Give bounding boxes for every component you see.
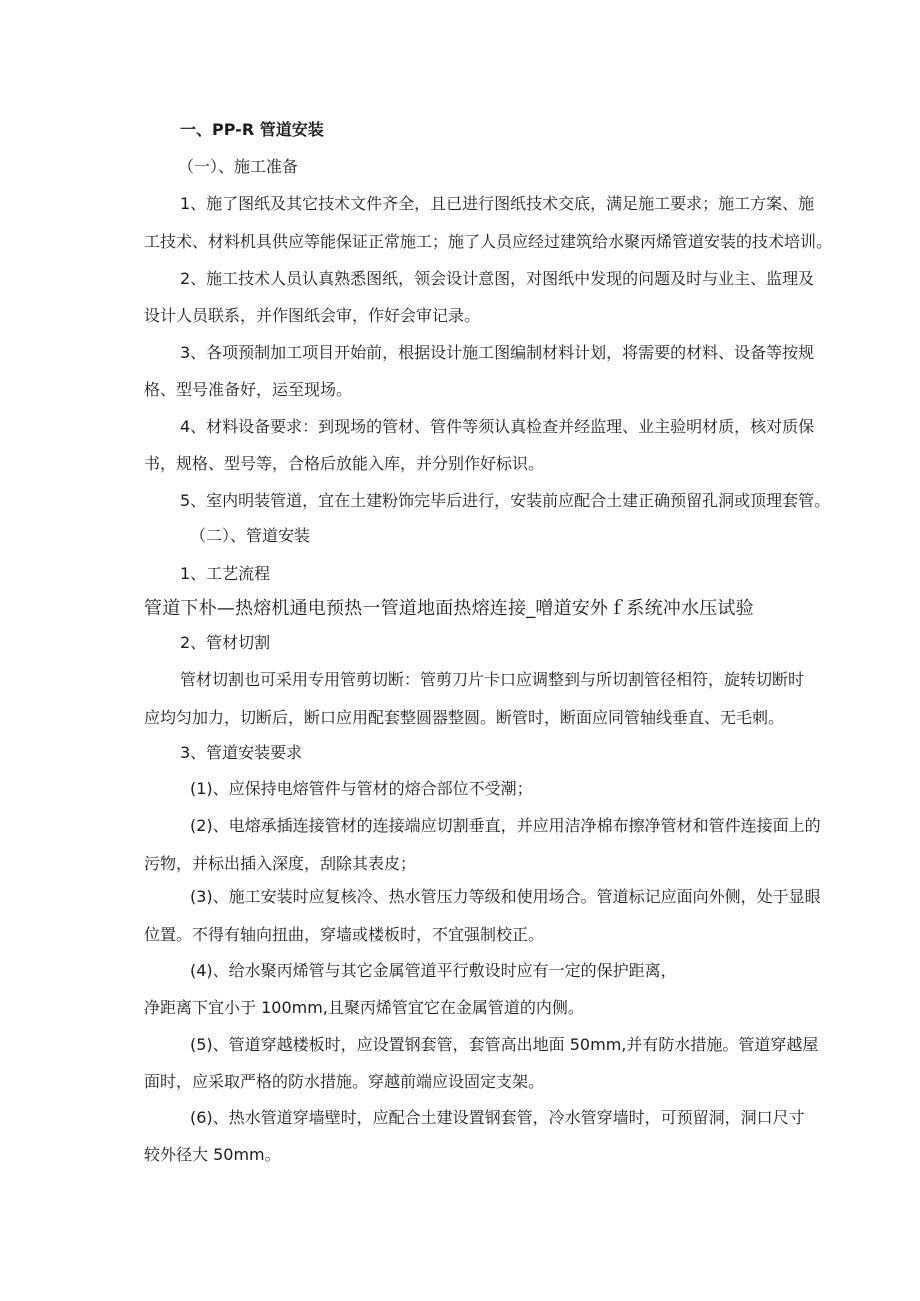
section1-title: （一）、施工准备 (178, 157, 299, 176)
item3-line2: 格、型号准备好，运至现场。 (144, 380, 353, 399)
req3-line2: 位置。不得有轴向扭曲，穿墙或楼板时，不宜强制校正。 (144, 925, 545, 944)
req5-line2: 面时，应采取严格的防水措施。穿越前端应设固定支架。 (144, 1072, 545, 1091)
item3-line1: 3、各项预制加工项目开始前，根据设计施工图编制材料计划，将需要的材料、设备等按规 (180, 343, 815, 362)
req6-line1: (6)、热水管道穿墙壁时，应配合土建设置钢套管，冷水管穿墙时，可预留洞，洞口尺寸 (190, 1108, 805, 1127)
req2-line1: (2)、电熔承插连接管材的连接端应切割垂直，并应用洁净棉布擦净管材和管件连接面上的 (190, 816, 821, 835)
req1-line1: (1)、应保持电熔管件与管材的熔合部位不受潮； (190, 779, 533, 798)
item1-line2: 工技术、材料机具供应等能保证正常施工；施了人员应经过建筑给水聚丙烯管道安装的技术培训。 (144, 232, 833, 251)
req3-line1: (3)、施工安装时应复核冷、热水管压力等级和使用场合。管道标记应面向外侧，处于显眼 (190, 887, 821, 906)
cut-line2: 应均匀加力，切断后，断口应用配套整圆器整圆。断管时，断面应同管轴线垂直、无毛刺。 (144, 708, 785, 727)
step1-title: 1、工艺流程 (180, 564, 271, 583)
step3-title: 3、管道安装要求 (180, 743, 303, 762)
item4-line1: 4、材料设备要求：到现场的管材、管件等须认真检查并经监理、业主验明材质，核对质保 (180, 417, 815, 436)
item2-line2: 设计人员联系，并作图纸会审，作好会审记录。 (144, 306, 481, 325)
step2-title: 2、管材切割 (180, 633, 271, 652)
item1-line1: 1、施了图纸及其它技术文件齐全，且已进行图纸技术交底，满足施工要求；施工方案、施 (180, 194, 815, 213)
heading: 一、PP-R 管道安装 (180, 120, 324, 139)
item2-line1: 2、施工技术人员认真熟悉图纸，领会设计意图，对图纸中发现的问题及时与业主、监理及 (180, 269, 815, 288)
req4-line2: 净距离下宜小于 100mm,且聚丙烯管宜它在金属管道的内侧。 (144, 998, 584, 1017)
req4-line1: (4)、给水聚丙烯管与其它金属管道平行敷设时应有一定的保护距离， (190, 961, 677, 980)
cut-line1: 管材切割也可采用专用管剪切断：管剪刀片卡口应调整到与所切割管径相符，旋转切断时 (180, 670, 805, 689)
section2-title: （二）、管道安装 (190, 526, 311, 545)
req5-line1: (5)、管道穿越楼板时，应设置钢套管，套管高出地面 50mm,并有防水措施。管道穿越屋 (190, 1035, 819, 1054)
req6-line2: 较外径大 50mm。 (144, 1145, 281, 1164)
process-flow: 管道下朴—热熔机通电预热一管道地面热熔连接_噌道安外ｆ系统冲水压试验 (144, 598, 754, 619)
item4-line2: 书，规格、型号等，合格后放能入库，并分别作好标识。 (144, 454, 545, 473)
req2-line2: 污物，并标出插入深度，刮除其表皮； (144, 854, 417, 873)
item5-line1: 5、室内明装管道，宜在土建粉饰完毕后进行，安装前应配合土建正确预留孔洞或顶理套管。 (180, 491, 831, 510)
